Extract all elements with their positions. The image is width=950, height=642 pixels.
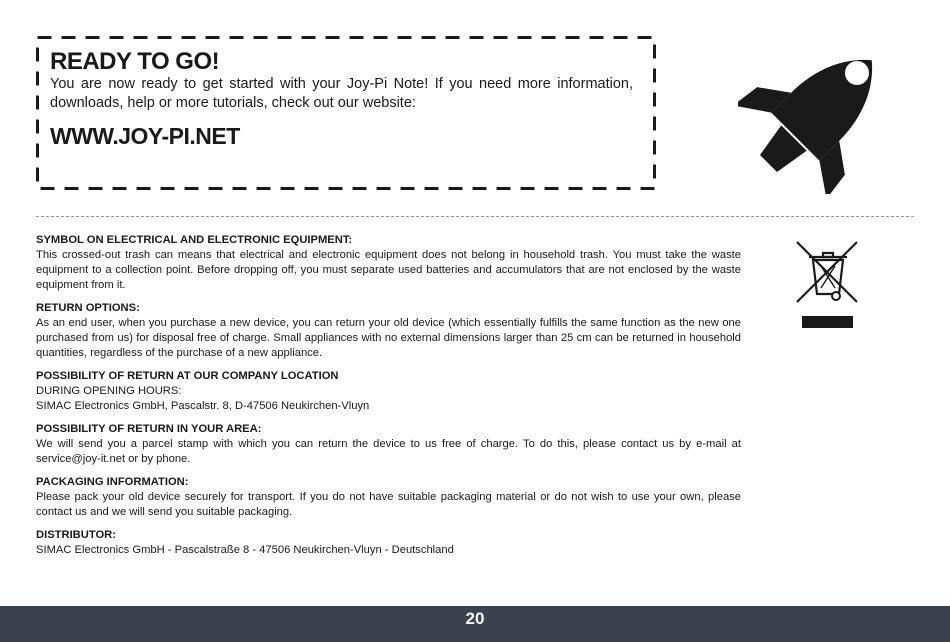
info-section (36, 301, 741, 361)
section-text: DURING OPENING HOURS: (36, 385, 182, 397)
crossed-out-bin-icon (795, 240, 861, 330)
section-heading: RETURN OPTIONS: (36, 302, 140, 314)
info-section (36, 528, 741, 558)
page-number: 20 (465, 609, 485, 628)
section-divider (36, 216, 914, 217)
ready-text: You are now ready to get started with your Joy-Pi Note! If you need more information, downloads, help or more tutorials, check out our website: (50, 76, 633, 111)
section-text: We will send you a parcel stamp with which you can return the device to us free of charge. To do this, please contact us by e-mail at service@joy-it.net or by phone. (36, 438, 741, 465)
page-footer (0, 606, 950, 642)
section-heading: POSSIBILITY OF RETURN AT OUR COMPANY LOCATION (36, 370, 339, 382)
disposal-info (36, 233, 741, 566)
info-section (36, 233, 741, 293)
rocket-icon (738, 34, 898, 194)
section-heading: PACKAGING INFORMATION: (36, 476, 189, 488)
section-text: This crossed-out trash can means that electrical and electronic equipment does not belong in household trash. You must take the waste equipment to a collection point. Before dropping off, you must separate used batteries and accumulators that are not enclosed by the waste equipment from it. (36, 249, 741, 291)
section-text: SIMAC Electronics GmbH - Pascalstraße 8 - 47506 Neukirchen-Vluyn - Deutschland (36, 544, 454, 556)
info-section (36, 422, 741, 467)
section-text: SIMAC Electronics GmbH, Pascalstr. 8, D-47506 Neukirchen-Vluyn (36, 400, 370, 412)
ready-title: READY TO GO! (50, 48, 220, 75)
ready-to-go-box (36, 36, 656, 190)
section-text: As an end user, when you purchase a new device, you can return your old device (which essentially fulfills the same function as the new one purchased from us) for disposal free of charge. Small appliances with no external dimensions larger than 25 cm can be returned in household quantities, regardless of the purchase of a new appliance. (36, 317, 741, 359)
section-text: Please pack your old device securely for transport. If you do not have suitable packaging material or do not wish to use your own, please contact us and we will send you suitable packaging. (36, 491, 741, 518)
section-heading: POSSIBILITY OF RETURN IN YOUR AREA: (36, 423, 262, 435)
section-heading: SYMBOL ON ELECTRICAL AND ELECTRONIC EQUIPMENT: (36, 234, 353, 246)
info-section (36, 369, 741, 414)
section-heading: DISTRIBUTOR: (36, 529, 116, 541)
info-section (36, 475, 741, 520)
website-link[interactable]: WWW.JOY-PI.NET (50, 123, 240, 149)
